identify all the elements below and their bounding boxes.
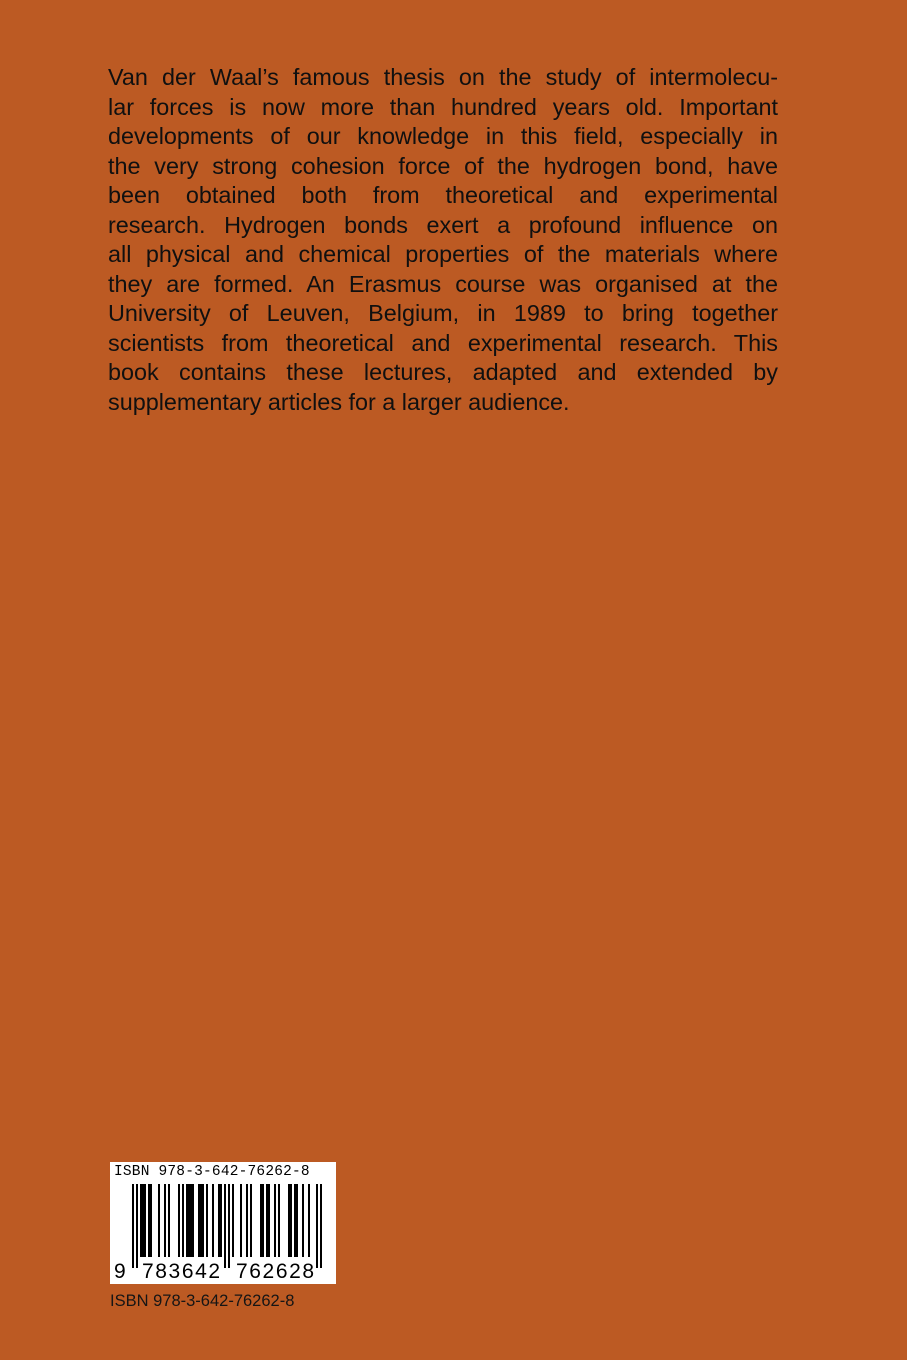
barcode-bar (274, 1184, 276, 1257)
barcode-bar (158, 1184, 160, 1257)
barcode-bar (288, 1184, 290, 1257)
barcode-bar (218, 1184, 220, 1257)
blurb-line: supplementary articles for a larger audience. (108, 388, 570, 415)
barcode-bar (182, 1184, 184, 1257)
barcode-right-digits: 762628 (236, 1260, 316, 1283)
barcode-bar (302, 1184, 304, 1257)
blurb-line: been obtained both from theoretical and experimental (108, 182, 778, 208)
barcode-bar (240, 1184, 242, 1257)
isbn-text: ISBN 978-3-642-76262-8 (110, 1292, 295, 1310)
back-cover-blurb (108, 63, 778, 417)
barcode-bar (168, 1184, 170, 1257)
isbn-barcode (110, 1162, 336, 1284)
barcode-bar (142, 1184, 144, 1257)
barcode-guard-bar (316, 1184, 318, 1268)
barcode-bar (198, 1184, 200, 1257)
barcode-guard-bar (228, 1184, 230, 1268)
barcode-bar (260, 1184, 262, 1257)
barcode-bar (308, 1184, 310, 1257)
barcode-bar (250, 1184, 252, 1257)
blurb-line: scientists from theoretical and experimental research. This (108, 329, 778, 356)
blurb-line: lar forces is now more than hundred years old. Important (108, 93, 778, 120)
blurb-line: the very strong cohesion force of the hydrogen bond, have (108, 152, 778, 179)
barcode-bar (186, 1184, 188, 1257)
barcode-bar (140, 1184, 142, 1257)
barcode-left-digits: 783642 (142, 1260, 222, 1283)
blurb-line: University of Leuven, Belgium, in 1989 to bring together (108, 300, 778, 326)
barcode-bar (144, 1184, 146, 1257)
barcode-isbn-label: ISBN 978-3-642-76262-8 (114, 1164, 310, 1180)
barcode-bar (220, 1184, 222, 1257)
barcode-bar (206, 1184, 208, 1257)
barcode-bar (296, 1184, 298, 1257)
barcode-bar (202, 1184, 204, 1257)
barcode-bar (150, 1184, 152, 1257)
barcode-bar (190, 1184, 192, 1257)
barcode-bar (164, 1184, 166, 1257)
barcode-bar (148, 1184, 150, 1257)
barcode-first-digit: 9 (114, 1260, 126, 1283)
barcode-bar (232, 1184, 234, 1257)
barcode-bar (294, 1184, 296, 1257)
barcode-bar (178, 1184, 180, 1257)
barcode-guard-bar (136, 1184, 138, 1268)
barcode-bar (266, 1184, 268, 1257)
barcode-bar (246, 1184, 248, 1257)
barcode-guard-bar (224, 1184, 226, 1268)
barcode-bar (262, 1184, 264, 1257)
barcode-bar (192, 1184, 194, 1257)
blurb-line: developments of our knowledge in this field, especially in (108, 123, 778, 149)
barcode-bar (268, 1184, 270, 1257)
barcode-bar (278, 1184, 280, 1257)
blurb-line: book contains these lectures, adapted and extended by (108, 359, 778, 385)
barcode-bar (212, 1184, 214, 1257)
barcode-bar (290, 1184, 292, 1257)
blurb-line: all physical and chemical properties of the materials where (108, 241, 778, 267)
barcode-guard-bar (320, 1184, 322, 1268)
blurb-line: research. Hydrogen bonds exert a profound influence on (108, 211, 778, 238)
barcode-guard-bar (132, 1184, 134, 1268)
barcode-bar (200, 1184, 202, 1257)
blurb-line: they are formed. An Erasmus course was organised at the (108, 270, 778, 297)
barcode-bar (188, 1184, 190, 1257)
blurb-line: Van der Waal’s famous thesis on the study of intermolecu- (108, 64, 778, 90)
